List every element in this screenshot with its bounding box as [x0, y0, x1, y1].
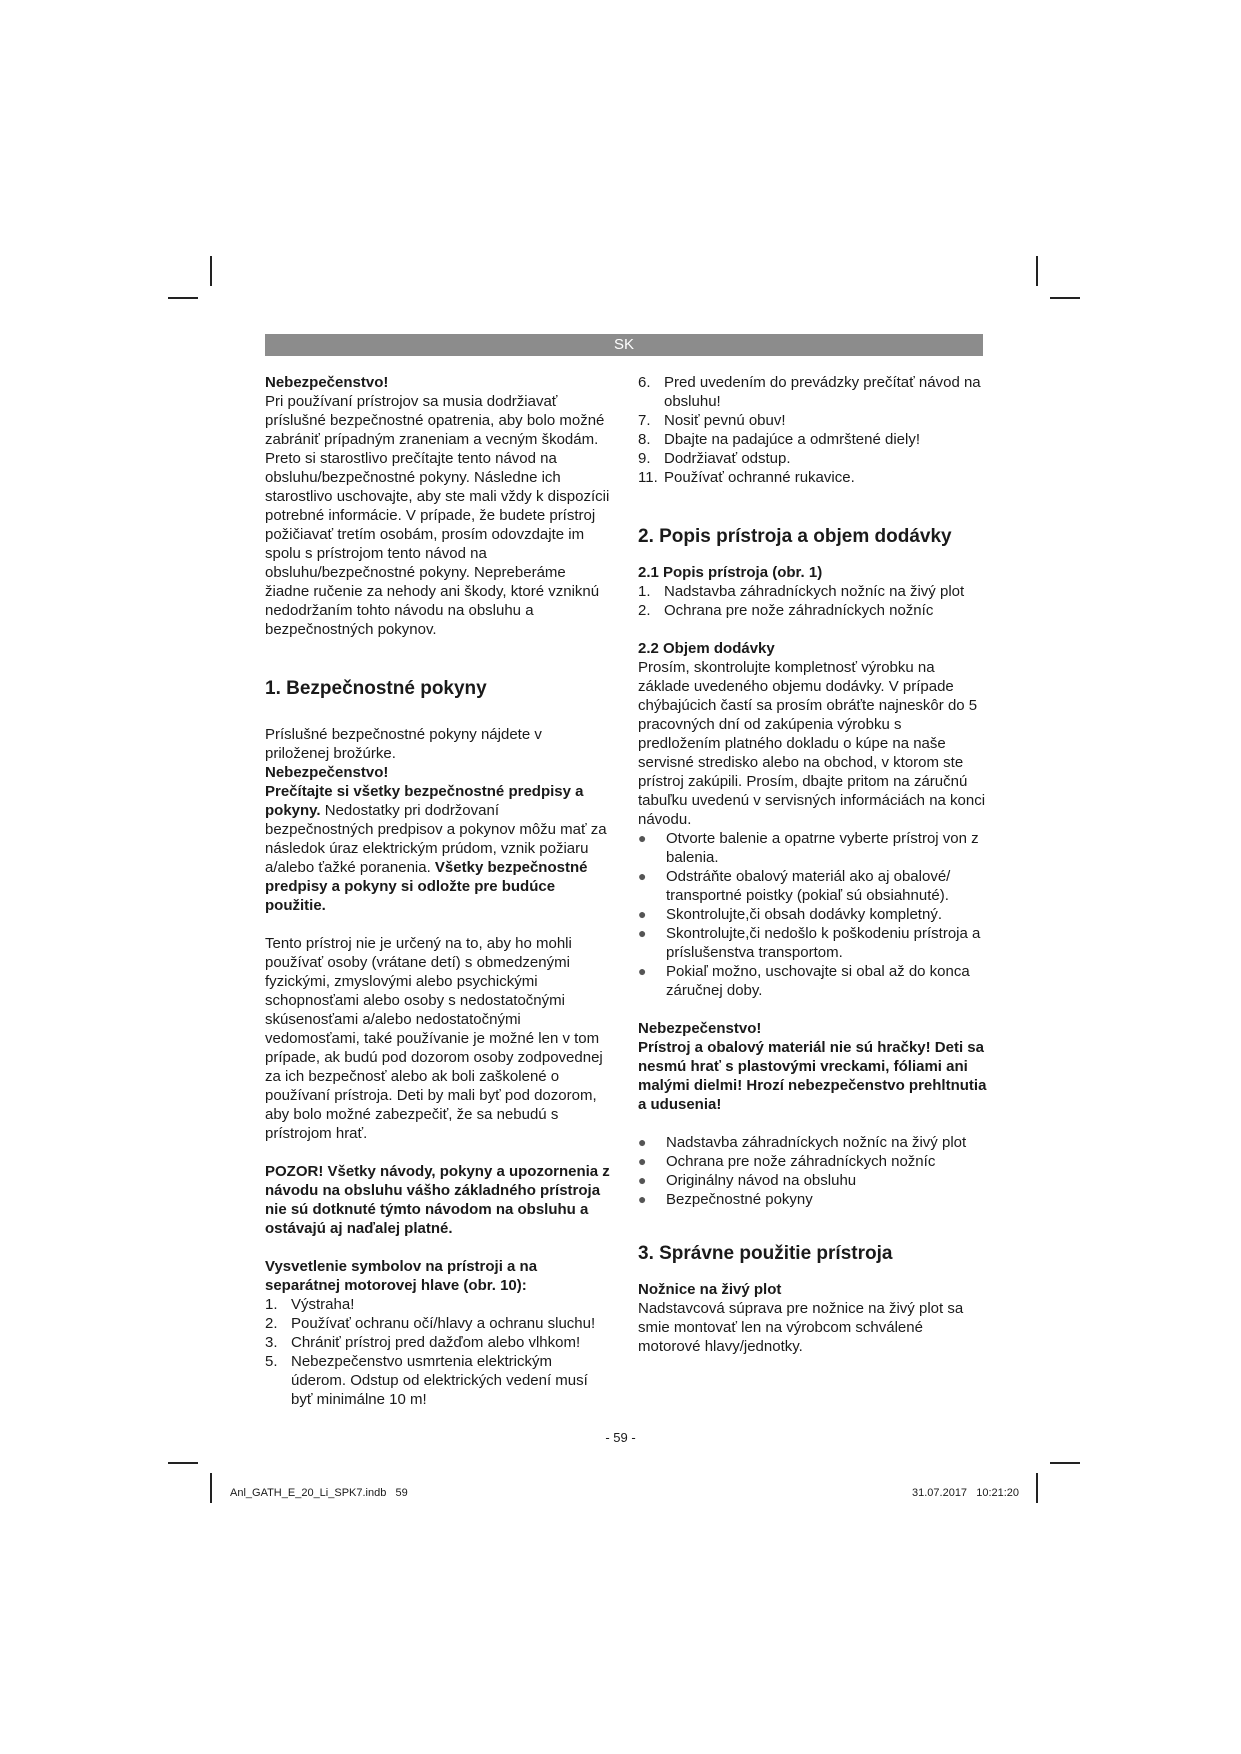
footer-file-name: Anl_GATH_E_20_Li_SPK7.indb 59 — [230, 1487, 408, 1499]
crop-mark — [1050, 1462, 1080, 1464]
section-1-title: 1. Bezpečnostné pokyny — [265, 678, 487, 699]
section-3-text: Nadstavcová súprava pre nožnice na živý plot sa smie montovať len na výrobcom schválené motorové hlavy/jednotky. — [638, 1300, 964, 1355]
section-2-title: 2. Popis prístroja a objem dodávky — [638, 526, 952, 547]
footer-timestamp: 31.07.2017 10:21:20 — [912, 1487, 1020, 1499]
language-bar: SK — [265, 334, 983, 356]
section-1-bold-1: Prečítajte si všetky bezpečnostné predpisy a pokyny. — [265, 783, 584, 819]
list-item: 2. Ochrana pre nože záhradníckych nožníc — [638, 602, 934, 619]
list-item: 6. Pred uvedením do prevádzky prečítať návod na obsluhu! — [638, 374, 981, 410]
section-3-title: 3. Správne použitie prístroja — [638, 1243, 893, 1264]
list-item: 7. Nosiť pevnú obuv! — [638, 412, 786, 429]
section-1-bold-2: Všetky bezpečnostné predpisy a pokyny si odložte pre budúce použitie. — [265, 859, 588, 914]
warning-heading: Nebezpečenstvo! — [265, 374, 389, 391]
list-item: ● Skontrolujte,či obsah dodávky kompletný. — [638, 906, 942, 923]
list-item: ● Bezpečnostné pokyny — [638, 1191, 813, 1208]
list-item: ● Nadstavba záhradníckych nožníc na živý plot — [638, 1134, 967, 1151]
list-item: ● Skontrolujte,či nedošlo k poškodeniu prístroja a príslušenstva transportom. — [638, 925, 981, 961]
list-item: ● Otvorte balenie a opatrne vyberte prístroj von z balenia. — [638, 830, 979, 866]
section-2-2-bullets — [638, 829, 988, 1000]
crop-mark — [210, 256, 212, 286]
crop-mark — [1036, 256, 1038, 286]
crop-mark — [1036, 1473, 1038, 1503]
right-column — [638, 373, 988, 1356]
warning-text: Pri používaní prístrojov sa musia dodržiavať príslušné bezpečnostné opatrenia, aby bolo možné zabrániť prípadným zraneniam a vecným škodám. Preto si starostlivo prečítajte tento návod na obsluhu/bezpečnostné pokyny. Následne ich starostlivo uschovajte, aby ste mali vždy k dispozícii potrebné informácie. V prípade, že budete prístroj požičiavať tretím osobám, prosím odovzdajte im spolu s prístrojom tento návod na obsluhu/bezpečnostné pokyny. Nepreberáme žiadne ručenie za nehody ani škody, ktoré vzniknú nedodržaním tohto návodu na obsluhu a bezpečnostných pokynov. — [265, 393, 610, 638]
list-item: 9. Dodržiavať odstup. — [638, 450, 791, 467]
list-item: 11. Používať ochranné rukavice. — [638, 469, 855, 486]
warning-2-text: Prístroj a obalový materiál nie sú hračky! Deti sa nesmú hrať s plastovými vreckami, fóliami ani malými dielmi! Hrozí nebezpečenstvo prehltnutia a udusenia! — [638, 1039, 987, 1113]
delivery-contents-list — [638, 1133, 988, 1209]
section-2-2-title: 2.2 Objem dodávky — [638, 640, 775, 657]
crop-mark — [168, 1462, 198, 1464]
symbols-heading: Vysvetlenie symbolov na prístroji a na separátnej motorovej hlave (obr. 10): — [265, 1258, 538, 1294]
list-item: 2. Používať ochranu očí/hlavy a ochranu sluchu! — [265, 1315, 596, 1332]
list-item: ● Originálny návod na obsluhu — [638, 1172, 857, 1189]
left-column — [265, 373, 610, 1409]
list-item: 1. Nadstavba záhradníckych nožníc na živý plot — [638, 583, 965, 600]
section-1-warning-heading: Nebezpečenstvo! — [265, 764, 389, 781]
list-item: 3. Chrániť prístroj pred dažďom alebo vlhkom! — [265, 1334, 581, 1351]
page-number: - 59 - — [605, 1430, 636, 1445]
crop-mark — [210, 1473, 212, 1503]
crop-mark — [168, 297, 198, 299]
crop-mark — [1050, 297, 1080, 299]
section-1-warning-text — [265, 782, 610, 915]
list-item: 1. Výstraha! — [265, 1296, 355, 1313]
list-item: ● Odstráňte obalový materiál ako aj obalové/ transportné poistky (pokiaľ sú obsiahnuté). — [638, 868, 951, 904]
section-2-1-list — [638, 582, 988, 620]
symbols-list-continued — [638, 373, 988, 487]
pozor-note: POZOR! Všetky návody, pokyny a upozornenia z návodu na obsluhu vášho základného prístroja nie sú dotknuté týmto návodom na obsluhu a ostávajú aj naďalej platné. — [265, 1163, 610, 1237]
warning-2-heading: Nebezpečenstvo! — [638, 1020, 762, 1037]
section-1-paragraph-2: Tento prístroj nie je určený na to, aby ho mohli používať osoby (vrátane detí) s obmedzenými fyzickými, zmyslovými alebo psychickými schopnosťami alebo osoby s nedostatočnými skúsenosťami a/alebo nedostatočnými vedomosťami, také používanie je možné len v tom prípade, ak budú pod dozorom osoby zodpovednej za ich bezpečnosť alebo ak boli zaškolené o používaní prístroja. Deti by mali byť pod dozorom, aby bolo možné zabezpečiť, že sa nebudú s prístrojom hrať. — [265, 935, 603, 1142]
section-2-1-title: 2.1 Popis prístroja (obr. 1) — [638, 564, 823, 581]
list-item: 8. Dbajte na padajúce a odmrštené diely! — [638, 431, 920, 448]
section-1-intro: Príslušné bezpečnostné pokyny nájdete v priloženej brožúrke. — [265, 726, 542, 762]
list-item: 5. Nebezpečenstvo usmrtenia elektrickým úderom. Odstup od elektrických vedení musí byť minimálne 10 m! — [265, 1353, 588, 1408]
section-2-2-text: Prosím, skontrolujte kompletnosť výrobku na základe uvedeného objemu dodávky. V prípade chýbajúcich častí sa prosím obráťte najneskôr do 5 pracovných dní od zakúpenia výrobku s predložením platného dokladu o kúpe na naše servisné stredisko alebo na obchod, v ktorom ste prístroj zakúpili. Prosím, dbajte pritom na záručnú tabuľku uvedenú v servisných informáciách na konci návodu. — [638, 659, 986, 828]
list-item: ● Pokiaľ možno, uschovajte si obal až do konca záručnej doby. — [638, 963, 970, 999]
symbols-list — [265, 1295, 610, 1409]
list-item: ● Ochrana pre nože záhradníckych nožníc — [638, 1153, 936, 1170]
section-3-subtitle: Nožnice na živý plot — [638, 1281, 782, 1298]
section-1-text-1: Nedostatky pri dodržovaní bezpečnostných predpisov a pokynov môžu mať za následok úraz elektrickým prúdom, vznik požiaru a/alebo ťažké poranenia. — [265, 802, 607, 876]
